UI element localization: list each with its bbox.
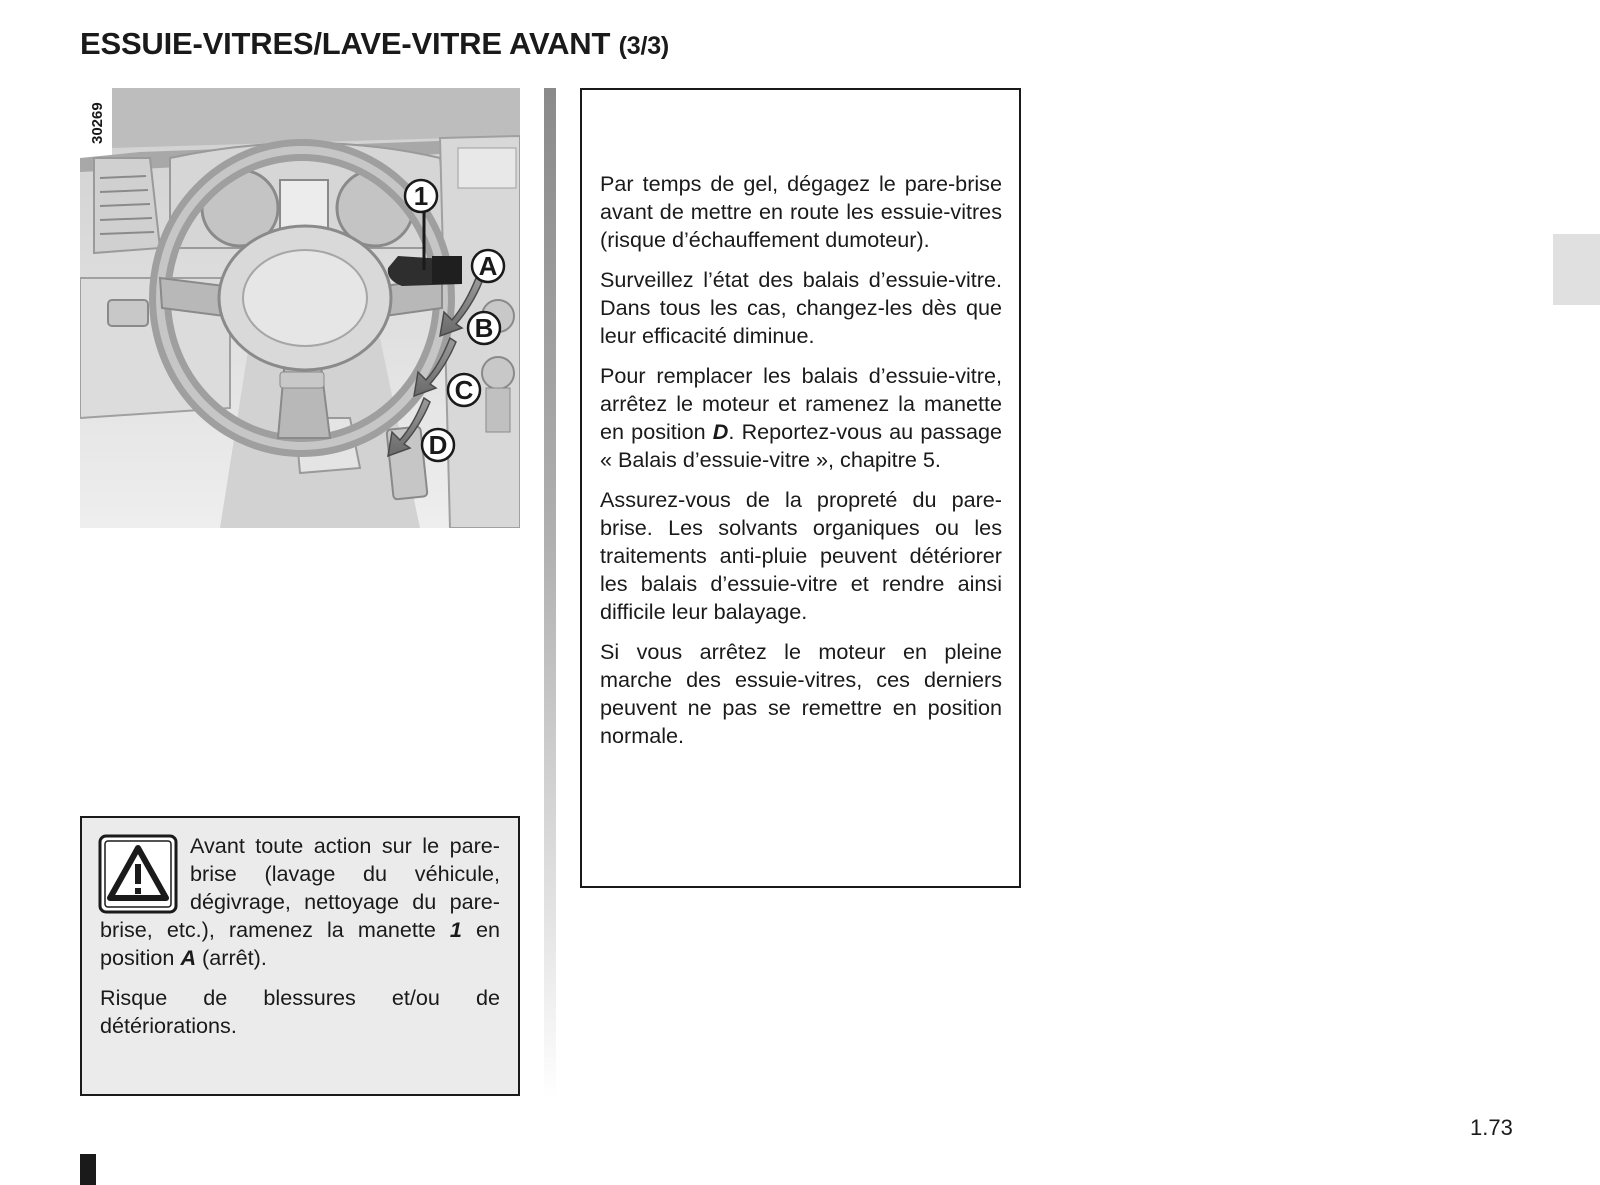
column-divider xyxy=(544,88,556,1100)
callout-c xyxy=(448,374,480,406)
svg-text:A: A xyxy=(478,251,498,281)
callout-b xyxy=(468,312,500,344)
info-paragraph-frost: Par temps de gel, dégagez le pare-brise avant de mettre en route les essuie-vitres (risque d’échauffement dumoteur). xyxy=(600,171,1002,252)
chapter-side-tab xyxy=(1553,234,1600,305)
info-paragraph-engine-stop: Si vous arrêtez le moteur en pleine marche des essuie-vitres, ces derniers peuvent ne pas se remettre en position normale. xyxy=(600,639,1002,748)
bottom-page-mark xyxy=(80,1154,96,1185)
page-title-part: (3/3) xyxy=(618,32,670,60)
info-paragraph-cleanliness: Assurez-vous de la propreté du pare-brise. Les solvants organiques ou les traitements anti-pluie peuvent détériorer les balais d’essuie-vitre et rendre ainsi difficile leur balayage. xyxy=(600,487,1002,624)
wiper-stalk-illustration xyxy=(80,88,520,528)
svg-text:1: 1 xyxy=(413,181,429,211)
warning-paragraph-1: Avant toute action sur le pare-brise (lavage du véhicule, dégivrage, nettoyage du pare-brise, etc.), ramenez la manette 1 en position A (arrêt). xyxy=(100,833,500,970)
page-number: 1.73 xyxy=(1470,1115,1513,1140)
info-paragraph-blade-check: Surveillez l’état des balais d’essuie-vitre. Dans tous les cas, changez-les dès que leur efficacité diminue. xyxy=(600,267,1002,348)
warning-triangle-icon xyxy=(98,834,178,914)
svg-text:D: D xyxy=(428,430,448,460)
callout-a xyxy=(472,250,504,282)
page-title-main: ESSUIE-VITRES/LAVE-VITRE AVANT xyxy=(80,26,611,61)
callout-1 xyxy=(405,180,437,212)
svg-text:B: B xyxy=(474,313,494,343)
callout-d xyxy=(422,429,454,461)
info-box xyxy=(580,88,1021,888)
warning-box xyxy=(80,816,520,1096)
info-paragraph-blade-replace: Pour remplacer les balais d’essuie-vitre, arrêtez le moteur et ramenez la manette en position D. Reportez-vous au passage « Balais d’essuie-vitre », chapitre 5. xyxy=(600,363,1002,472)
warning-paragraph-2: Risque de blessures et/ou de détériorations. xyxy=(100,985,500,1038)
page-title xyxy=(80,26,669,62)
illustration-reference-number: 30269 xyxy=(89,102,106,144)
svg-text:C: C xyxy=(454,375,474,405)
